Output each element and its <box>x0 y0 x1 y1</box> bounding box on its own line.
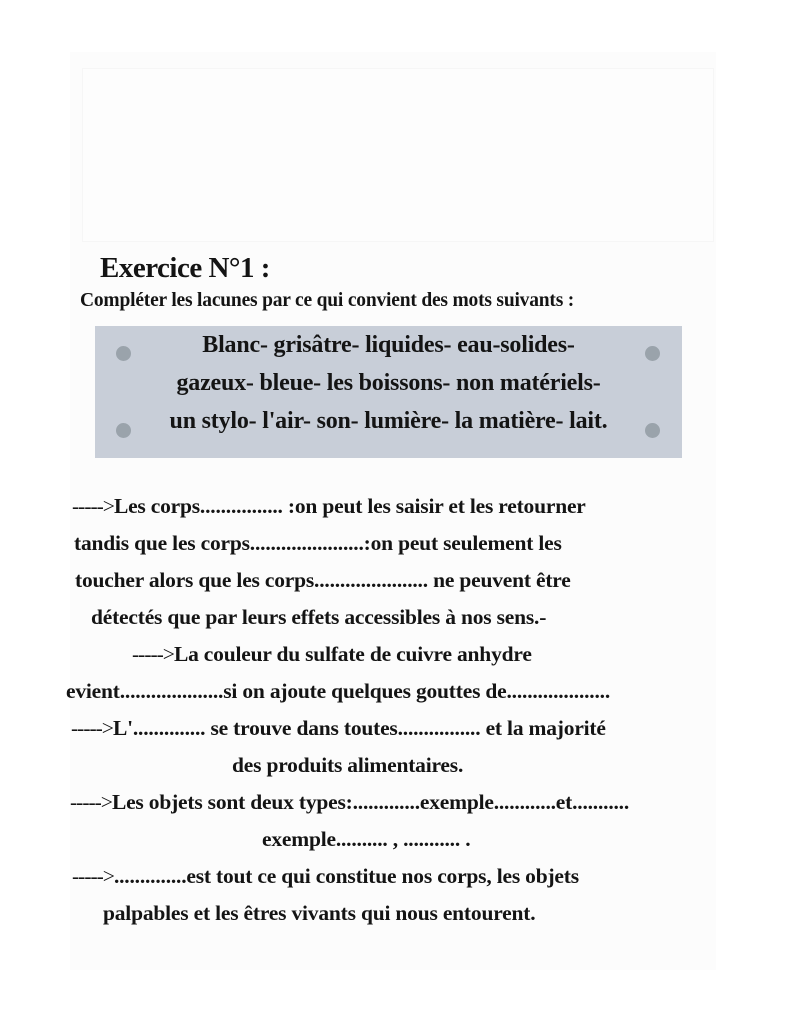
body-line <box>60 562 740 599</box>
body-line-text: toucher alors que les corps...................... ne peuvent être <box>75 568 571 592</box>
arrow-marker: -----> <box>72 864 114 888</box>
body-line-text: palpables et les êtres vivants qui nous entourent. <box>103 901 536 925</box>
body-line <box>60 599 740 636</box>
arrow-marker: -----> <box>70 790 112 814</box>
blank-header-area <box>82 68 714 242</box>
word-bank-line: un stylo- l'air- son- lumière- la matière- lait. <box>169 408 608 434</box>
body-line-text: exemple.......... , ........... . <box>262 827 471 851</box>
word-bank-line: Blanc- grisâtre- liquides- eau-solides- <box>202 332 575 358</box>
body-line-text: ..............est tout ce qui constitue nos corps, les objets <box>113 864 579 888</box>
body-line-text: des produits alimentaires. <box>232 753 464 777</box>
body-line-text: L'.............. se trouve dans toutes................ et la majorité <box>112 716 606 740</box>
body-line-text: tandis que les corps......................:on peut seulement les <box>74 531 562 555</box>
word-bank-line: gazeux- bleue- les boissons- non matériels- <box>176 370 601 396</box>
body-line <box>60 895 740 932</box>
body-line-text: evient....................si on ajoute quelques gouttes de.................... <box>66 679 611 703</box>
word-bank-box <box>95 326 682 458</box>
body-line <box>60 821 740 858</box>
body-line <box>60 488 740 525</box>
arrow-marker: -----> <box>132 642 174 666</box>
body-line-text: La couleur du sulfate de cuivre anhydre <box>173 642 532 666</box>
body-line <box>60 710 740 747</box>
exercise-body <box>60 488 740 932</box>
body-line <box>60 747 740 784</box>
body-line <box>60 525 740 562</box>
body-line <box>60 636 740 673</box>
body-line-text: détectés que par leurs effets accessibles à nos sens.- <box>91 605 547 629</box>
body-line <box>60 784 740 821</box>
body-line-text: Les corps................ :on peut les saisir et les retourner <box>113 494 586 518</box>
body-line <box>60 858 740 895</box>
arrow-marker: -----> <box>71 716 113 740</box>
arrow-marker: -----> <box>72 494 114 518</box>
exercise-instruction: Compléter les lacunes par ce qui convient des mots suivants : <box>80 290 575 311</box>
body-line <box>60 673 740 710</box>
body-line-text: Les objets sont deux types:.............exemple............et........... <box>111 790 630 814</box>
exercise-title: Exercice N°1 : <box>100 252 270 284</box>
